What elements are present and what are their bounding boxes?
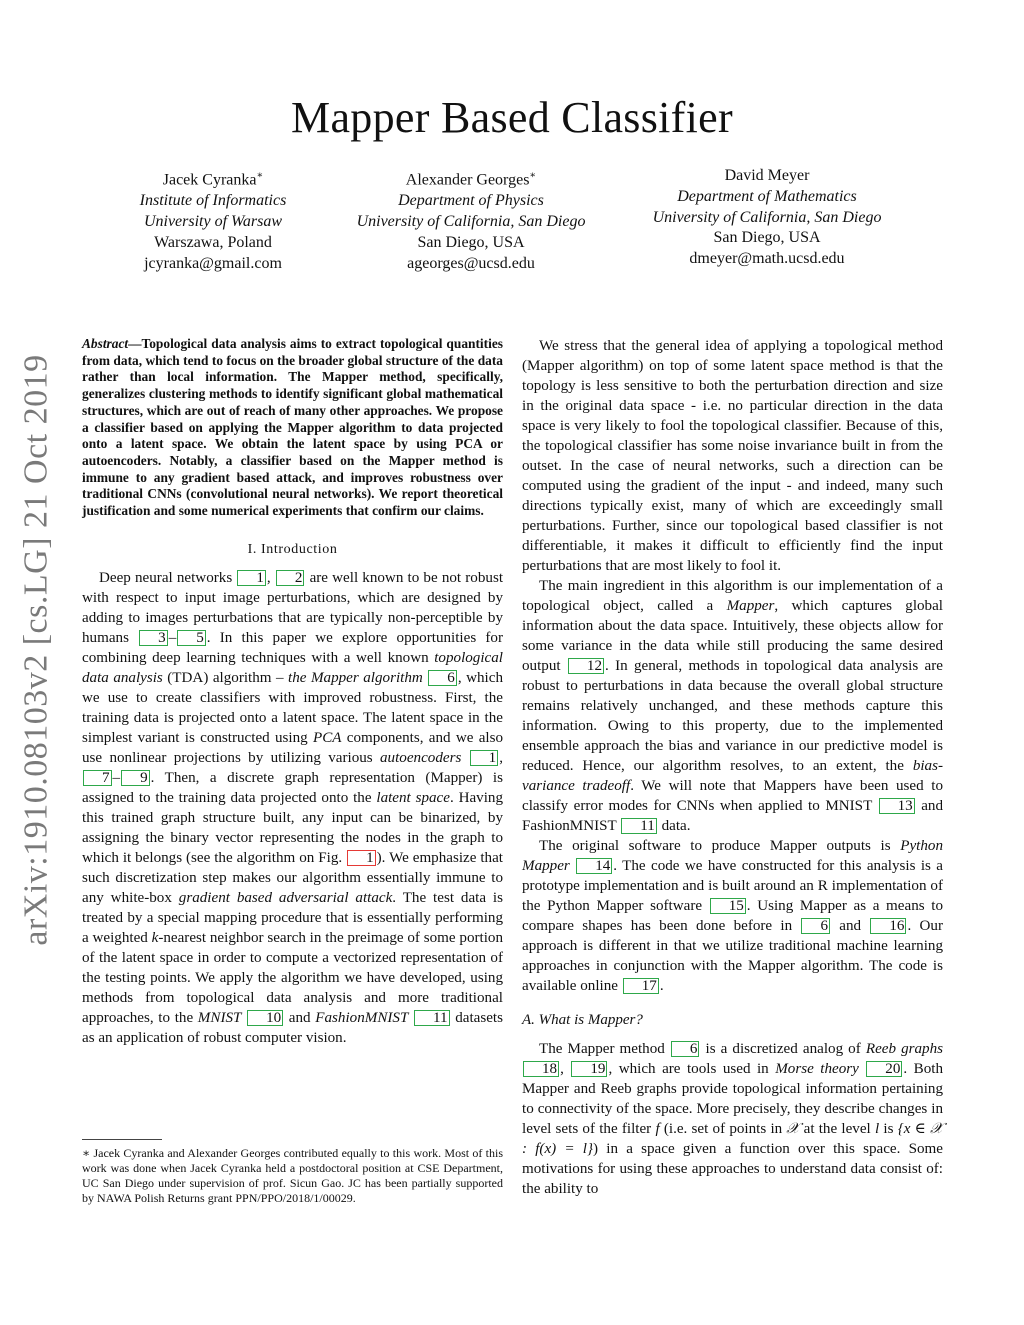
- emphasis: bias-variance tradeoff: [522, 758, 943, 794]
- text-run: . Both Mapper and Reeb graphs provide topological information pertaining to connectivity of the space. More precisely, they describe changes in level sets of the filter: [522, 1061, 944, 1137]
- emphasis: latent space: [376, 789, 450, 806]
- text-run: (i.e. set of points in: [659, 1121, 787, 1137]
- text-run: components, and we also use nonlinear projections by utilizing various: [82, 729, 504, 766]
- text-run: . Our approach is different in that we utilize traditional machine learning approaches in conjunction with the Mapper algorithm. The code is available online: [522, 918, 944, 994]
- author-department: Institute of Informatics: [139, 192, 287, 210]
- text-run: The original software to produce Mapper outputs is: [539, 838, 901, 854]
- citation-link[interactable]: 1: [470, 750, 499, 766]
- citation-link[interactable]: 14: [576, 858, 612, 874]
- text-run: , which are tools used in: [608, 1061, 776, 1077]
- text-run: [461, 750, 468, 766]
- author-email: jcyranka@gmail.com: [144, 254, 282, 272]
- citation-link[interactable]: 6: [671, 1041, 700, 1057]
- section-heading-introduction: I. Introduction: [247, 541, 338, 557]
- citation-link[interactable]: 16: [870, 918, 906, 934]
- citation-link[interactable]: 12: [568, 658, 604, 674]
- text-run: ,: [266, 569, 275, 586]
- arxiv-stamp-text: arXiv:1910.08103v2 [cs.LG] 21 Oct 2019: [18, 354, 55, 946]
- right-column: [522, 336, 943, 1199]
- math-symbol: f: [655, 1121, 660, 1137]
- equal-contribution-mark: ∗: [256, 170, 264, 181]
- text-run: [408, 1010, 413, 1026]
- paragraph-mapper-method: [522, 1039, 943, 1199]
- author-email: dmeyer@math.ucsd.edu: [689, 250, 845, 268]
- author-name: Jacek Cyranka: [162, 171, 257, 189]
- paragraph-software: [522, 836, 943, 996]
- abstract-text: —Topological data analysis aims to extract topological quantities from data, which tend to focus on the broader global structure of the data rather than local information. The Mapper method, specifically, generalizes clustering methods to identify significant global mathematical structures, which are out of reach of many other approaches. We propose a classifier based on applying the Mapper algorithm to data projected onto a latent space. We obtain the latent space by using PCA or autoencoders. Notably, a classifier based on the Mapper method is immune to any gradient based attack, and improves robustness over traditional CNNs (convolutional neural networks). We report theoretical justification and some numerical experiments that confirm our claims.: [82, 336, 503, 519]
- emphasis: autoencoders: [380, 749, 462, 766]
- left-column: [82, 336, 503, 1048]
- text-run: [859, 1061, 865, 1077]
- author-1: [63, 166, 363, 274]
- text-run: (TDA) algorithm –: [162, 669, 289, 686]
- author-organization: University of Warsaw: [143, 212, 283, 230]
- citation-link[interactable]: 6: [801, 918, 830, 934]
- text-run: [570, 858, 575, 874]
- emphasis: Python Mapper: [522, 838, 943, 874]
- citation-link[interactable]: 6: [428, 670, 457, 686]
- citation-link[interactable]: 20: [866, 1061, 902, 1077]
- citation-link[interactable]: 13: [879, 798, 915, 814]
- text-run: , which we use to create classifiers with improved robustness. First, the training data is projected onto a latent space. The latent space in the simplest variant is constructed using: [82, 669, 503, 746]
- math-expression: {x ∈ 𝒳 : f(x) = l}: [522, 1121, 944, 1157]
- text-run: , which captures global information about the data space. Intuitively, these objects allow for some variance in the data while still producing the same desired output: [522, 598, 944, 674]
- citation-link[interactable]: 2: [276, 570, 305, 586]
- author-location: San Diego, USA: [417, 233, 525, 251]
- author-2: [321, 166, 621, 274]
- intro-paragraph: [82, 568, 503, 1048]
- author-location: Warszawa, Poland: [154, 233, 272, 251]
- text-run: [241, 1010, 246, 1026]
- citation-link[interactable]: 10: [247, 1010, 283, 1026]
- author-3: [617, 166, 917, 270]
- text-run: -nearest neighbor search in the preimage of some portion of the latent space in order to compute a vectorized representation of the testing points. We apply the algorithm we have developed, using methods from topological data analysis and more traditional approaches, to the: [82, 929, 503, 1026]
- text-run: . Having this trained graph structure built, any input can be binarized, by assigning the binary vector representing the nodes in the graph to which it belongs (see the algorithm on Fig.: [82, 789, 503, 866]
- math-symbol: 𝒳: [786, 1121, 800, 1137]
- author-block: [0, 166, 1024, 276]
- abstract: [82, 336, 503, 520]
- math-symbol: k: [151, 929, 159, 946]
- citation-link[interactable]: 9: [121, 770, 150, 786]
- footnote: [82, 1139, 503, 1206]
- citation-link[interactable]: 7: [83, 770, 112, 786]
- text-run: data.: [657, 818, 691, 834]
- footnote-text: ∗ Jacek Cyranka and Alexander Georges contributed equally to this work. Most of this work was done when Jacek Cyranka held a postdoctoral position at CSE Department, UC San Diego under supervision of prof. Sicun Gao. JC has been partially supported by NAWA Polish Returns grant PPN/PPO/2018/1/00029.: [82, 1146, 503, 1205]
- author-department: Department of Mathematics: [677, 187, 857, 205]
- emphasis: Morse theory: [775, 1061, 859, 1077]
- citation-link[interactable]: 18: [523, 1061, 559, 1077]
- equal-contribution-mark: ∗: [529, 170, 537, 181]
- text-run: . In general, methods in topological data analysis are robust to perturbations in data because the overall global structure remains relatively unchanged, and these methods capture this information. Owing to this property, due to the implemented ensemble approach the bias and variance in our predictive model is reduced. Hence, our algorithm resolves, to an extent, the: [522, 658, 943, 774]
- text-run: –: [112, 769, 121, 786]
- emphasis: FashionMNIST: [315, 1009, 409, 1026]
- emphasis: Reeb graphs: [865, 1041, 944, 1057]
- text-run: and: [284, 1009, 316, 1026]
- author-name: David Meyer: [724, 167, 810, 184]
- author-department: Department of Physics: [398, 192, 544, 210]
- text-run: The main ingredient in this algorithm is our implementation of a topological object, called a: [522, 578, 943, 614]
- abstract-label: Abstract: [82, 336, 129, 351]
- text-run: . The code we have constructed for this analysis is a prototype implementation and is built around an R implementation of the Python Mapper software: [522, 858, 943, 914]
- citation-link[interactable]: 17: [623, 978, 659, 994]
- author-location: San Diego, USA: [713, 229, 821, 247]
- paper-title: Mapper Based Classifier: [291, 93, 733, 142]
- paragraph-mapper-ingredient: [522, 576, 943, 836]
- subsection-heading-what-is-mapper: A. What is Mapper?: [522, 1012, 643, 1028]
- text-run: .: [659, 978, 664, 994]
- text-run: . Using Mapper as a means to compare shapes has been done before in: [522, 898, 943, 934]
- author-organization: University of California, San Diego: [652, 208, 882, 226]
- text-run: ,: [560, 1061, 571, 1077]
- text-run: are well known to be not robust with respect to input image perturbations, which are designed by adding to images perturbations that are typically non-perceptible by humans: [82, 569, 504, 646]
- figure-link[interactable]: 1: [347, 850, 376, 866]
- citation-link[interactable]: 19: [571, 1061, 607, 1077]
- emphasis: Mapper: [726, 598, 775, 614]
- footnote-rule: [82, 1139, 162, 1140]
- author-organization: University of California, San Diego: [356, 212, 586, 230]
- text-run: . The test data is treated by a special mapping procedure that is essentially performing a weighted: [82, 889, 503, 946]
- citation-link[interactable]: 3: [139, 630, 168, 646]
- citation-link[interactable]: 1: [237, 570, 266, 586]
- text-run: ) in a space given a function over this space. Some motivations for using these approaches to understand data consist of: the ability to: [522, 1141, 943, 1197]
- text-run: is: [879, 1121, 898, 1137]
- citation-link[interactable]: 5: [177, 630, 206, 646]
- text-run: . We will note that Mappers have been used to classify error modes for CNNs when applied to MNIST: [522, 778, 943, 814]
- emphasis: the Mapper algorithm: [288, 669, 423, 686]
- text-run: is a discretized analog of: [700, 1041, 866, 1057]
- emphasis: gradient based adversarial attack: [178, 889, 393, 906]
- arxiv-stamp: [12, 340, 62, 960]
- emphasis: PCA: [312, 729, 342, 746]
- text-run: ,: [499, 749, 503, 766]
- text-run: The Mapper method: [539, 1041, 670, 1057]
- emphasis: topological data analysis: [82, 649, 503, 686]
- text-run: . In this paper we explore opportunities for combining deep learning techniques with a well known: [82, 629, 503, 666]
- author-name: Alexander Georges: [405, 171, 530, 189]
- text-run: at the level: [799, 1121, 875, 1137]
- emphasis: MNIST: [197, 1009, 242, 1026]
- citation-link[interactable]: 11: [621, 818, 657, 834]
- math-symbol: l: [874, 1121, 880, 1137]
- text-run: and: [831, 918, 870, 934]
- citation-link[interactable]: 15: [710, 898, 746, 914]
- author-email: ageorges@ucsd.edu: [407, 254, 535, 272]
- text-run: –: [168, 629, 177, 646]
- paragraph-robustness: We stress that the general idea of applying a topological method (Mapper algorithm) on top of some latent space method is that the topology is less sensitive to both the perturbation direction and size in the original data space - i.e. no particular direction in the data space is very likely to fool the topological classifier. Because of this, the topological classifier has some noise invariance built in from the outset. In the case of neural networks, such a direction can be computed using the gradient of the input - and indeed, many such directions typically exist, many of which are exceedingly small perturbations. Further, since our topological based classifier is not differentiable, it makes it difficult to efficiently find the input perturbations that are most likely to fool it.: [522, 338, 943, 574]
- text-run: Deep neural networks: [99, 569, 237, 586]
- text-run: [423, 670, 428, 686]
- text-run: datasets as an application of robust computer vision.: [82, 1009, 503, 1046]
- text-run: ). We emphasize that such discretization step makes our algorithm essentially immune to any white-box: [82, 849, 504, 906]
- text-run: . Then, a discrete graph representation (Mapper) is assigned to the training data projected onto the: [82, 769, 503, 806]
- citation-link[interactable]: 11: [414, 1010, 450, 1026]
- text-run: and FashionMNIST: [522, 798, 943, 834]
